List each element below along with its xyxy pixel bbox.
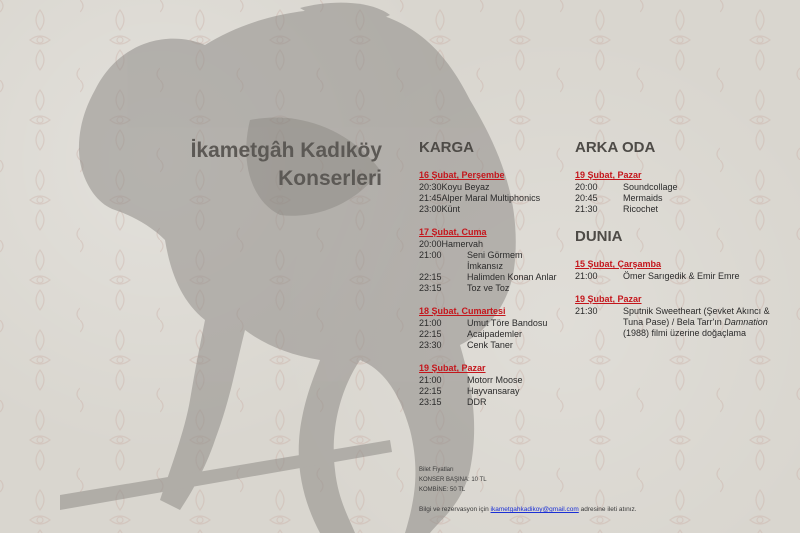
time: 21:30 — [575, 204, 598, 214]
dunia-day-1 — [575, 259, 790, 282]
day-date: 18 Şubat, Cumartesi — [419, 306, 506, 316]
act: Toz ve Toz — [467, 283, 510, 293]
schedule-row — [419, 318, 559, 329]
time: 20:45 — [575, 193, 598, 203]
act: Seni Görmem İmkansız — [467, 250, 523, 271]
schedule-row — [419, 386, 559, 397]
contact-line — [419, 506, 637, 513]
page-title — [191, 137, 382, 193]
time: 23:15 — [419, 397, 442, 407]
time: 22:15 — [419, 386, 442, 396]
ticket-prices — [419, 466, 487, 496]
day-date: 19 Şubat, Pazar — [419, 363, 486, 373]
act-text: Sputnik Sweetheart (Şevket Akıncı & Tuna Pase) / Bela Tarr'ın — [623, 306, 770, 327]
email-link[interactable]: ikametgahkadikoy@gmail.com — [490, 506, 579, 513]
time: 21:00 — [575, 271, 598, 281]
venue-dunia: DUNIA — [575, 228, 623, 245]
karga-day-1 — [419, 170, 559, 215]
act: Acaipademler — [467, 329, 523, 339]
contact-post: adresine ileti atınız. — [578, 506, 637, 513]
time: 23:30 — [419, 340, 442, 350]
time: 21:45 — [419, 193, 442, 203]
prices-heading: Bilet Fiyatları — [419, 467, 454, 473]
act: Cenk Taner — [467, 340, 513, 350]
act: Motorr Moose — [467, 375, 523, 385]
time: 21:00 — [419, 250, 442, 260]
time: 21:00 — [419, 318, 442, 328]
act: Halimden Konan Anlar — [467, 272, 557, 282]
venue-karga: KARGA — [419, 139, 474, 156]
schedule-row — [419, 250, 559, 272]
day-date: 16 Şubat, Perşembe — [419, 170, 505, 180]
schedule-row — [419, 283, 559, 294]
karga-day-4 — [419, 363, 559, 408]
time: 22:15 — [419, 329, 442, 339]
day-date: 19 Şubat, Pazar — [575, 294, 642, 304]
schedule-row — [575, 204, 790, 215]
price-combined: KOMBİNE: 50 TL — [419, 487, 466, 493]
act: Umut Töre Bandosu — [467, 318, 548, 328]
venue-arka-oda: ARKA ODA — [575, 139, 656, 156]
karga-day-2 — [419, 227, 559, 294]
schedule-row — [419, 204, 559, 215]
schedule-row — [419, 272, 559, 283]
title-line-1: İkametgâh Kadıköy — [190, 139, 382, 162]
act: Ömer Sarıgedik & Emir Emre — [623, 271, 740, 281]
schedule-row — [419, 182, 559, 193]
time: 21:30 — [575, 306, 598, 316]
time: 20:00 — [419, 239, 442, 249]
karga-day-3 — [419, 306, 559, 351]
karga-column — [419, 138, 559, 420]
schedule-row — [419, 397, 559, 408]
day-date: 19 Şubat, Pazar — [575, 170, 642, 180]
act: Koyu Beyaz — [441, 182, 490, 192]
day-date: 17 Şubat, Cuma — [419, 227, 487, 237]
schedule-row — [419, 329, 559, 340]
act: Soundcollage — [623, 182, 678, 192]
contact-pre: Bilgi ve rezervasyon için — [419, 506, 491, 513]
schedule-row — [575, 271, 790, 282]
arka-oda-day-1 — [575, 170, 790, 215]
act-text-end: (1988) filmi üzerine doğaçlama — [623, 328, 747, 338]
title-line-2: Konserleri — [278, 167, 382, 190]
time: 20:00 — [575, 182, 598, 192]
schedule-row — [575, 306, 790, 339]
price-per-concert: KONSER BAŞINA: 10 TL — [419, 477, 487, 483]
act: Mermaids — [623, 193, 663, 203]
right-column — [575, 138, 790, 351]
time: 23:15 — [419, 283, 442, 293]
schedule-row — [575, 182, 790, 193]
act — [623, 306, 790, 339]
schedule-row — [419, 375, 559, 386]
time: 20:30 — [419, 182, 442, 192]
act: DDR — [467, 397, 487, 407]
film-title: Damnation — [724, 317, 768, 327]
day-date: 15 Şubat, Çarşamba — [575, 259, 662, 269]
schedule-row — [575, 193, 790, 204]
time: 22:15 — [419, 272, 442, 282]
act: Hayvansaray — [467, 386, 520, 396]
act: Ricochet — [623, 204, 659, 214]
act: Alper Maral Multiphonics — [441, 193, 541, 203]
dunia-day-2 — [575, 294, 790, 339]
time: 23:00 — [419, 204, 442, 214]
schedule-row — [419, 193, 559, 204]
schedule-row — [419, 239, 559, 250]
time: 21:00 — [419, 375, 442, 385]
schedule-row — [419, 340, 559, 351]
act: Hamervah — [441, 239, 484, 249]
act: Künt — [441, 204, 461, 214]
